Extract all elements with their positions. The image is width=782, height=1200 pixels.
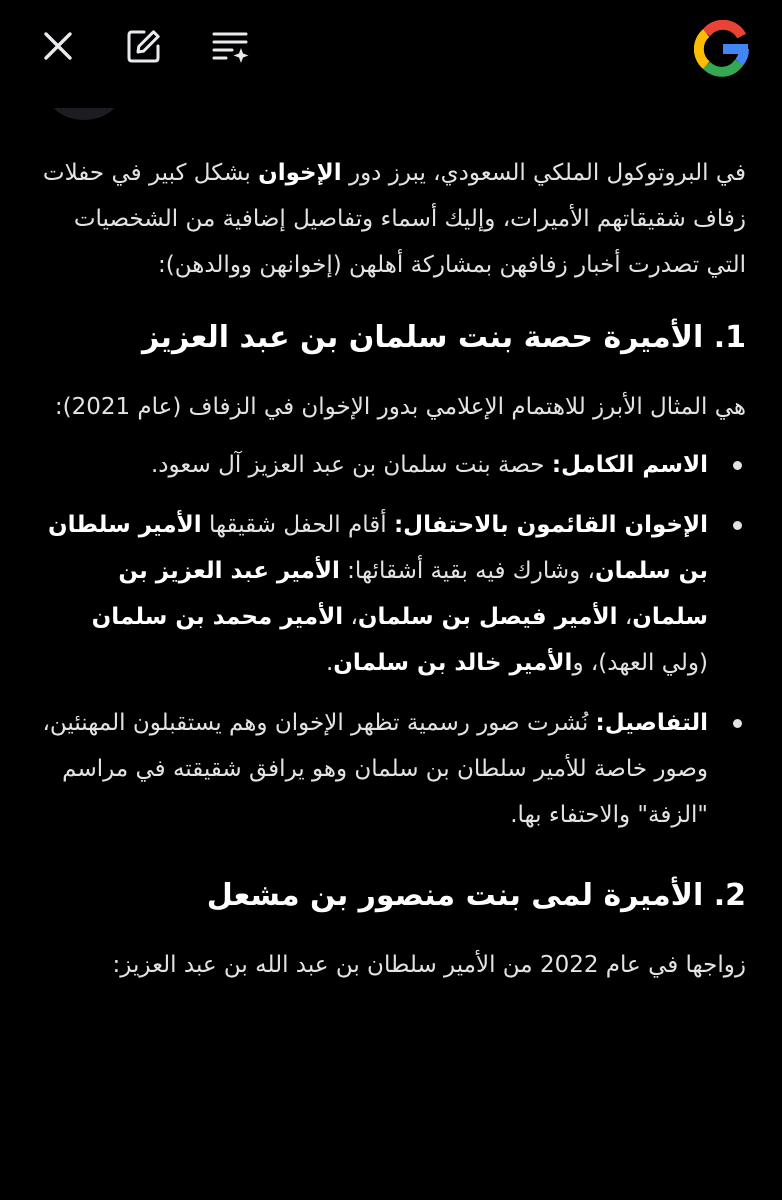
- google-logo-button[interactable]: [692, 18, 754, 80]
- section-description: هي المثال الأبرز للاهتمام الإعلامي بدور الإخوان في الزفاف (عام 2021):: [54, 394, 746, 420]
- close-button[interactable]: [36, 24, 80, 68]
- intro-text: بشكل كبير في حفلات زفاف شقيقاتهم الأميرات، وإليك أسماء وتفاصيل إضافية من الشخصيات التي تصدرت أخبار زفافهن بمشاركة أهلهن (إخوانهن ووالدهن):: [42, 160, 746, 278]
- item-text: .: [325, 650, 334, 676]
- playlist-add-icon: [208, 24, 252, 68]
- intro-bold: الإخوان: [258, 160, 342, 186]
- section-heading: 2. الأميرة لمى بنت منصور بن مشعل: [206, 878, 746, 913]
- playlist-add-button[interactable]: [208, 24, 252, 68]
- bullet-dot: [733, 521, 742, 530]
- edit-button[interactable]: [122, 24, 166, 68]
- item-text: حصة بنت سلمان بن عبد العزيز آل سعود.: [151, 452, 552, 478]
- item-label: الاسم الكامل:: [551, 452, 708, 478]
- item-text: (ولي العهد)، و: [572, 650, 708, 676]
- item-bold: الأمير عبد العزيز بن سلمان: [118, 558, 708, 630]
- item-bold: الأمير سلطان بن سلمان: [48, 512, 708, 584]
- item-bold: الأمير محمد بن سلمان: [91, 604, 344, 630]
- list-item: [40, 442, 746, 488]
- item-bold: الأمير خالد بن سلمان: [333, 650, 573, 676]
- top-toolbar: [0, 0, 782, 92]
- bullet-list: [40, 442, 746, 838]
- list-item: [40, 700, 746, 838]
- response-content: [40, 150, 746, 988]
- item-text: ،: [343, 604, 358, 630]
- list-item: [40, 502, 746, 686]
- item-text: أقام الحفل شقيقها: [201, 512, 394, 538]
- item-label: التفاصيل:: [595, 710, 708, 736]
- intro-text: في البروتوكول الملكي السعودي، يبرز دور: [341, 160, 746, 186]
- edit-icon: [124, 26, 164, 66]
- item-text: نُشرت صور رسمية تظهر الإخوان وهم يستقبلون المهنئين، وصور خاصة للأمير سلطان بن سلمان وهو يرافق شقيقته في مراسم "الزفة" والاحتفاء بها.: [42, 710, 708, 828]
- item-bold: الأمير فيصل بن سلمان: [357, 604, 618, 630]
- item-text: ، وشارك فيه بقية أشقائها:: [339, 558, 595, 584]
- item-label: الإخوان القائمون بالاحتفال:: [393, 512, 708, 538]
- bullet-dot: [733, 461, 742, 470]
- section-description: زواجها في عام 2022 من الأمير سلطان بن عبد الله بن عبد العزيز:: [112, 952, 746, 978]
- close-icon: [41, 29, 75, 63]
- intro-paragraph: [40, 150, 746, 288]
- item-text: ،: [617, 604, 633, 630]
- google-logo: [694, 20, 752, 78]
- section-heading: 1. الأميرة حصة بنت سلمان بن عبد العزيز: [142, 320, 746, 355]
- bullet-dot: [733, 719, 742, 728]
